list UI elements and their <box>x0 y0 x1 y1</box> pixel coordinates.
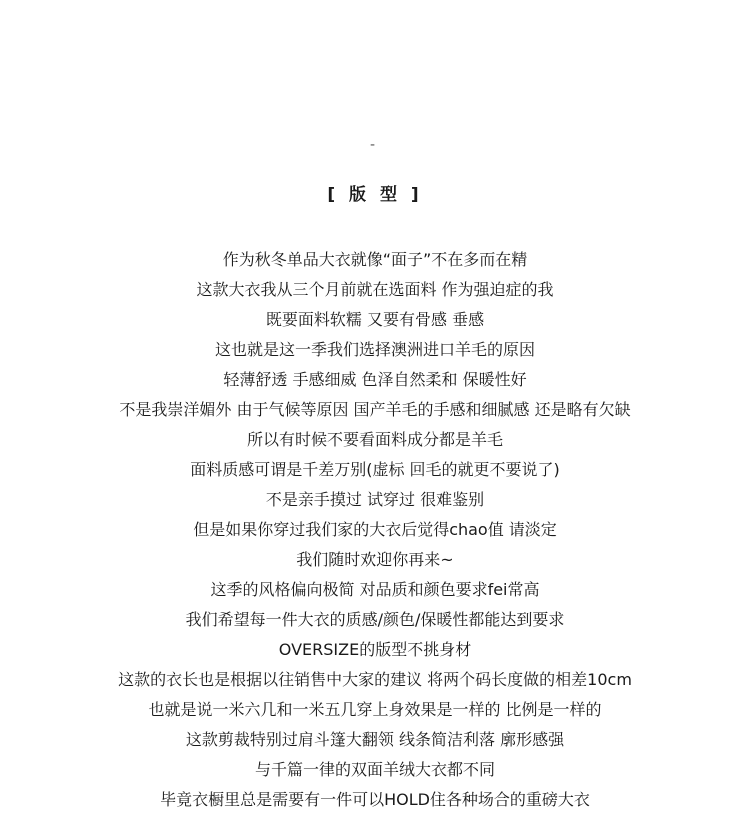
text-line: 这款剪裁特别过肩斗篷大翻领 线条简洁利落 廓形感强 <box>185 730 565 749</box>
text-line: 这款的衣长也是根据以往销售中大家的建议 将两个码长度做的相差10cm <box>118 670 632 689</box>
text-line: 不是我崇洋媚外 由于气候等原因 国产羊毛的手感和细腻感 还是略有欠缺 <box>119 400 631 419</box>
text-line: 这款大衣我从三个月前就在选面料 作为强迫症的我 <box>196 280 554 299</box>
text-line: 轻薄舒透 手感细威 色泽自然柔和 保暖性好 <box>223 370 527 389</box>
text-line: 既要面料软糯 又要有骨感 垂感 <box>265 310 485 329</box>
text-line: 我们随时欢迎你再来~ <box>296 550 454 569</box>
text-line: 与千篇一律的双面羊绒大衣都不同 <box>254 760 495 779</box>
text-line: 不是亲手摸过 试穿过 很难鉴别 <box>265 490 485 509</box>
text-line: 也就是说一米六几和一米五几穿上身效果是一样的 比例是一样的 <box>148 700 602 719</box>
text-line: 这也就是这一季我们选择澳洲进口羊毛的原因 <box>214 340 535 359</box>
dash-mark: - <box>370 137 376 153</box>
text-line: 所以有时候不要看面料成分都是羊毛 <box>246 430 503 449</box>
text-line: 这季的风格偏向极简 对品质和颜色要求fei常高 <box>210 580 540 599</box>
description-text <box>0 245 750 815</box>
text-line: 我们希望每一件大衣的质感/颜色/保暖性都能达到要求 <box>185 610 565 629</box>
text-line: OVERSIZE的版型不挑身材 <box>278 640 472 659</box>
section-title: [ 版 型 ] <box>327 185 423 205</box>
text-line: 作为秋冬单品大衣就像“面子”不在多而在精 <box>222 250 528 269</box>
text-line: 但是如果你穿过我们家的大衣后觉得chao值 请淡定 <box>193 520 557 539</box>
text-line: 毕竟衣橱里总是需要有一件可以HOLD住各种场合的重磅大衣 <box>160 790 590 809</box>
text-line: 面料质感可谓是千差万别(虚标 回毛的就更不要说了) <box>190 460 560 479</box>
